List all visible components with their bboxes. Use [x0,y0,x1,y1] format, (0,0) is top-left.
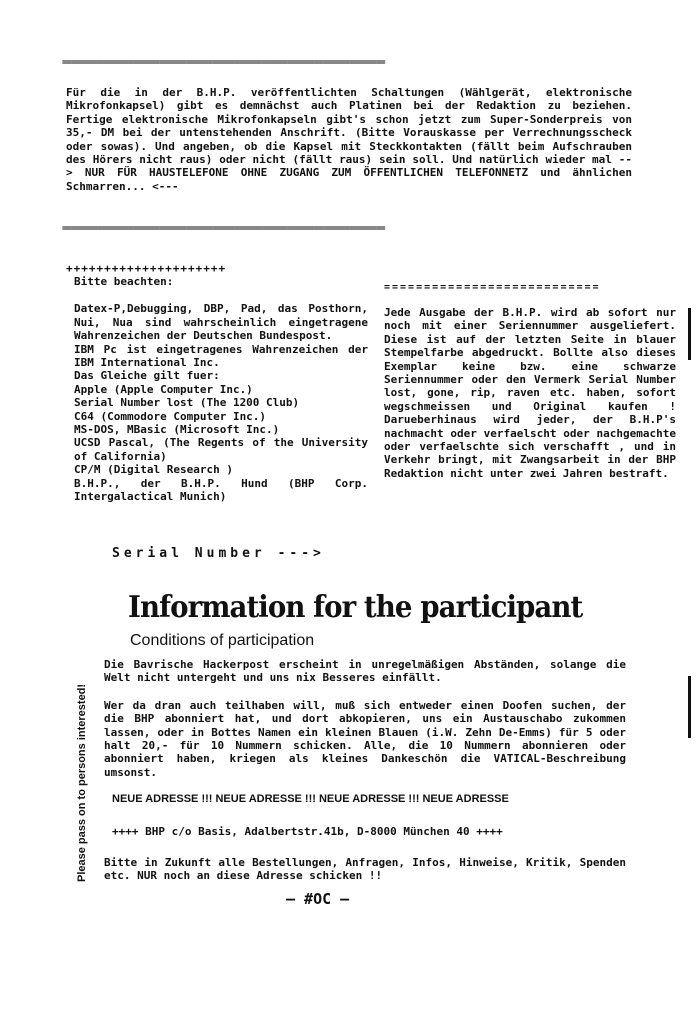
trademark-line: B.H.P., der B.H.P. Hund (BHP Corp. Intergalactical Munich) [74,476,368,504]
postal-address: ++++ BHP c/o Basis, Adalbertstr.41b, D-8000 München 40 ++++ [112,824,503,838]
top-rule: ========================================================================= [62,58,385,68]
trademark-line: Apple (Apple Computer Inc.) [74,382,253,396]
trademark-line: Serial Number lost (The 1200 Club) [74,396,300,410]
right-rule: =========================== [384,282,601,293]
serial-notice: Jede Ausgabe der B.H.P. wird ab sofort nur noch mit einer Seriennummer ausgeliefert. Diese ist auf der letzten Seite in blauer Stempelfarbe abgedruckt. Bollte also dieses Exemplar keine bzw. eine schwarze Seriennummer oder den Vermerk Serial Number lost, gone, rip, raven etc. haben, sofort wegschmeissen und Original kaufen ! Darueberhinaus wird jeder, der B.H.P's nachmacht oder verfaelscht oder nachgemachte oder verfaelschte sich verschafft , und in Verkehr bringt, mit Zwangsarbeit in der BHP Redaktion nicht unter zwei Jahren bestraft. [384,306,676,480]
trademark-line: MS-DOS, MBasic (Microsoft Inc.) [74,423,280,437]
trademark-line: C64 (Commodore Computer Inc.) [74,409,267,423]
trademark-line: IBM Pc ist eingetragenes Wahrenzeichen der IBM International Inc. [74,342,368,370]
trademark-line: UCSD Pascal, (The Regents of the University of California) [74,436,368,463]
info-subtitle: Conditions of participation [130,632,315,649]
serial-number-label: Serial Number ---> [112,546,325,561]
trademark-intro: Datex-P,Debugging, DBP, Pad, das Posthorn, Nui, Nua sind wahrscheinlich eingetragene Wahrenzeichen der Deutschen Bundespost. [74,302,368,343]
info-paragraph: Bitte in Zukunft alle Bestellungen, Anfragen, Infos, Hinweise, Kritik, Spenden etc. NUR noch an diese Adresse schicken !! [104,856,626,883]
plus-line: +++++++++++++++++++++ [66,262,227,275]
info-body [104,658,626,883]
scan-mark [688,676,691,738]
scan-mark [688,308,691,360]
trademark-column [66,262,368,504]
page-footer: — #OC — [286,890,350,908]
trademark-line: CP/M (Digital Research ) [74,463,233,477]
top-rule-2: ========================================================================= [62,224,385,234]
pass-on-note: Please pass on to persons interested! [76,683,88,882]
top-paragraph: Für die in der B.H.P. veröffentlichten Schaltungen (Wählgerät, elektronische Mikrofonkapsel) gibt es demnächst auch Platinen bei der Redaktion zu beziehen. Fertige elektronische Mikrofonkapseln gibt's schon jetzt zum Super-Sonderpreis von 35,- DM bei der untenstehenden Anschrift. (Bitte Vorauskasse per Verrechnungsscheck oder sowas). Und angeben, ob die Kapsel mit Steckkontakten (fällt beim Aufschrauben des Hörers nicht raus) oder nicht (fällt raus) sein soll. Und natürlich wieder mal --> NUR FÜR HAUSTELEFONE OHNE ZUGANG ZUM ÖFFENTLICHEN TELEFONNETZ und ähnlichen Schmarren... <--- [66,86,632,193]
trademark-line: Das Gleiche gilt fuer: [74,369,220,383]
new-address-banner: NEUE ADRESSE !!! NEUE ADRESSE !!! NEUE ADRESSE !!! NEUE ADRESSE [112,793,509,806]
info-paragraph: Wer da dran auch teilhaben will, muß sich entweder einen Doofen suchen, der die BHP abonniert hat, und dort abkopieren, uns ein Austauschabo zukommen lassen, oder in Bottes Namen ein kleinen Blauen (i.W. Zehn De-Emms) für 5 oder halt 20,- für 10 Nummern schicken. Alle, die 10 Nummern abonnieren oder abonniert haben, kriegen als kleines Dankeschön die VATICAL-Beschreibung umsonst. [104,698,626,779]
notice-heading: Bitte beachten: [74,275,174,288]
info-title: Information for the participant [128,590,583,625]
info-paragraph: Die Bavrische Hackerpost erscheint in unregelmäßigen Abständen, solange die Welt nicht untergeht und uns nix Besseres einfällt. [104,658,626,685]
